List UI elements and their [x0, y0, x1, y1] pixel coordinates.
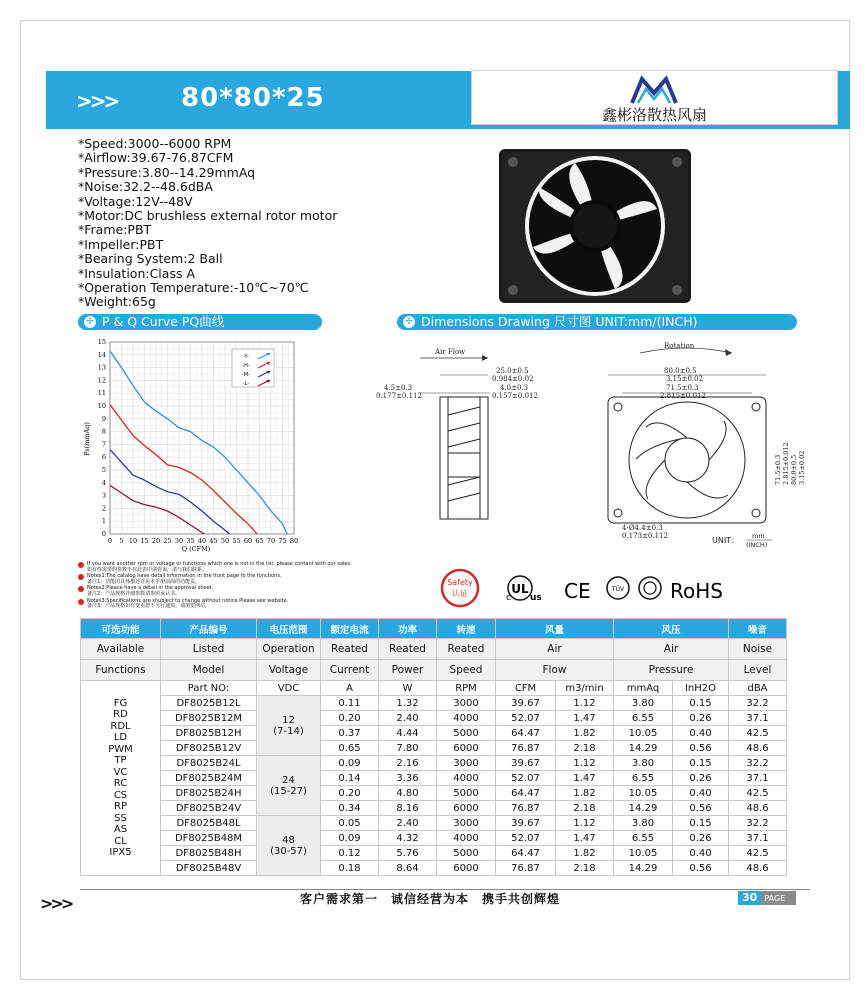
value-cell: 32.2	[729, 816, 787, 831]
x-tick-label: 60	[243, 537, 253, 545]
fan-photo	[497, 147, 693, 305]
front-dim-1: 80.0±0.5	[664, 367, 697, 375]
table-body	[81, 681, 787, 876]
value-cell: 0.56	[673, 741, 729, 756]
function-item: SS	[114, 812, 127, 824]
value-cell: 37.1	[729, 771, 787, 786]
note-bullet-icon	[78, 562, 84, 568]
airflow-label: Air Flow	[435, 348, 466, 356]
function-item: LD	[113, 732, 128, 743]
legend-label: -L-	[242, 381, 250, 387]
value-cell: 1.47	[556, 831, 614, 846]
svg-text:TÜV: TÜV	[611, 586, 625, 593]
spec-insulation: *Insulation:Class A	[78, 265, 195, 281]
value-cell: 0.14	[321, 771, 379, 786]
model-cell: DF8025B12H	[161, 726, 257, 741]
model-cell: DF8025B48M	[161, 831, 257, 846]
x-tick-label: 25	[163, 537, 172, 545]
value-cell: 1.82	[556, 786, 614, 801]
value-cell: 32.2	[729, 696, 787, 711]
value-cell: 1.47	[556, 771, 614, 786]
function-item: AS	[113, 824, 128, 835]
spec-list	[78, 137, 337, 310]
spec-temperature: *Operation Temperature:-10℃~70℃	[78, 280, 309, 296]
y-tick-label: 10	[97, 402, 106, 410]
table-row	[81, 846, 787, 861]
ce-logo: CE	[564, 579, 591, 603]
page-number-badge	[738, 891, 796, 905]
front-dim-2: 3.15±0.02	[666, 375, 704, 383]
unit-mm: mm	[752, 532, 765, 540]
model-cell: DF8025B12M	[161, 711, 257, 726]
x-tick-label: 65	[255, 537, 264, 545]
ul-logo-icon	[506, 576, 542, 603]
legend-label: -H-	[242, 363, 250, 369]
value-cell: 14.29	[614, 741, 673, 756]
safety-logo-icon	[442, 570, 478, 606]
value-cell: 0.15	[673, 696, 729, 711]
unit-cell: InH2O	[673, 681, 729, 696]
x-tick-label: 5	[119, 537, 124, 545]
y-tick-label: 7	[101, 440, 106, 449]
value-cell: 1.12	[556, 756, 614, 771]
y-axis-label: Ps(mmAq)	[83, 422, 91, 456]
value-cell: 0.26	[673, 711, 729, 726]
value-cell: 6.55	[614, 711, 673, 726]
legend-label: -Y-	[243, 354, 249, 360]
value-cell: 0.09	[321, 831, 379, 846]
front-side-dim-1: 71.5±0.3	[774, 454, 782, 485]
value-cell: 0.40	[673, 726, 729, 741]
value-cell: 6000	[437, 741, 496, 756]
value-cell: 1.12	[556, 816, 614, 831]
value-cell: 39.67	[496, 756, 556, 771]
x-tick-label: 80	[289, 537, 299, 545]
chevron-icon: >>>	[76, 89, 118, 113]
unit-cell: Part NO:	[161, 681, 257, 696]
y-tick-label: 1	[101, 517, 106, 526]
function-item: PWM	[108, 743, 133, 755]
fcc-tuv-logo-icon	[607, 577, 629, 599]
dimensions-header	[397, 314, 797, 330]
value-cell: 3.36	[379, 771, 437, 786]
y-tick-label: 2	[101, 504, 106, 513]
hole-dim-2: 0.173±0.112	[622, 532, 668, 540]
table-header-cn: 可选功能 产品编号 电压范围 额定电流 功率 转速 风量 风压 噪音	[81, 619, 787, 639]
value-cell: 2.18	[556, 741, 614, 756]
table-row	[81, 726, 787, 741]
value-cell: 4.32	[379, 831, 437, 846]
value-cell: 0.56	[673, 861, 729, 876]
model-cell: DF8025B48H	[161, 846, 257, 861]
function-item: CL	[114, 835, 127, 847]
value-cell: 0.26	[673, 771, 729, 786]
value-cell: 8.16	[379, 801, 437, 816]
pq-legend	[232, 349, 274, 387]
value-cell: 76.87	[496, 801, 556, 816]
svg-text:Safety: Safety	[447, 578, 473, 587]
model-cell: DF8025B48L	[161, 816, 257, 831]
value-cell: 14.29	[614, 801, 673, 816]
unit-cell: CFM	[496, 681, 556, 696]
value-cell: 0.18	[321, 861, 379, 876]
table-row	[81, 786, 787, 801]
unit-cell: m3/min	[556, 681, 614, 696]
spec-weight: *Weight:65g	[78, 294, 156, 310]
value-cell: 10.05	[614, 846, 673, 861]
value-cell: 32.2	[729, 756, 787, 771]
y-tick-label: 11	[97, 389, 106, 398]
value-cell: 3000	[437, 756, 496, 771]
y-tick-label: 3	[101, 491, 106, 500]
unit-inch: (INCH)	[746, 541, 768, 549]
dimensions-title: Dimensions Drawing 尺寸图 UNIT:mm/(INCH)	[421, 314, 698, 329]
value-cell: 39.67	[496, 816, 556, 831]
x-tick-label: 75	[278, 537, 287, 545]
y-tick-label: 13	[97, 363, 106, 372]
value-cell: 3.80	[614, 756, 673, 771]
value-cell: 0.65	[321, 741, 379, 756]
value-cell: 2.18	[556, 801, 614, 816]
hole-dim-1: 4-Ø4.4±0.3	[622, 524, 663, 532]
value-cell: 0.40	[673, 846, 729, 861]
value-cell: 64.47	[496, 726, 556, 741]
front-dim-3: 71.5±0.3	[666, 384, 699, 392]
voltage-value: 12	[282, 714, 295, 726]
model-cell: DF8025B24H	[161, 786, 257, 801]
brand-logo	[471, 70, 838, 125]
footer-chevron-icon: >>>	[40, 894, 72, 913]
value-cell: 4.44	[379, 726, 437, 741]
model-cell: DF8025B12V	[161, 741, 257, 756]
function-item: IPX5	[109, 847, 132, 858]
table-row	[81, 831, 787, 846]
table-row	[81, 756, 787, 771]
value-cell: 4.80	[379, 786, 437, 801]
table-units-row	[81, 681, 787, 696]
value-cell: 7.80	[379, 741, 437, 756]
note-2: Notes2:Pleace have a detail in the approval sheet. 备注2：产品规格详细参数请参照承认书。	[78, 586, 378, 597]
x-tick-label: 15	[140, 537, 149, 545]
value-cell: 6000	[437, 801, 496, 816]
note-bullet-icon	[78, 586, 84, 592]
value-cell: 48.6	[729, 801, 787, 816]
value-cell: 5000	[437, 846, 496, 861]
rotation-label: Rotation	[664, 342, 695, 350]
unit-cell: A	[321, 681, 379, 696]
value-cell: 3.80	[614, 816, 673, 831]
value-cell: 0.56	[673, 801, 729, 816]
function-item: CS	[113, 789, 128, 801]
x-tick-label: 0	[107, 537, 113, 545]
value-cell: 0.15	[673, 816, 729, 831]
function-item: VC	[113, 766, 128, 778]
unit-cell: mmAq	[614, 681, 673, 696]
value-cell: 6000	[437, 861, 496, 876]
y-tick-label: 9	[101, 414, 106, 423]
page-label: PAGE	[764, 894, 786, 903]
spec-bearing: *Bearing System:2 Ball	[78, 251, 223, 267]
function-item: RC	[113, 778, 128, 789]
value-cell: 48.6	[729, 741, 787, 756]
page-number: 30	[738, 891, 761, 905]
note-bullet-icon	[78, 574, 84, 580]
table-row	[81, 771, 787, 786]
value-cell: 52.07	[496, 711, 556, 726]
x-tick-label: 20	[151, 537, 161, 545]
notes	[78, 562, 378, 611]
side-dim-3: 4.0±0.3	[500, 384, 529, 392]
spec-speed: *Speed:3000--6000 RPM	[78, 136, 232, 151]
value-cell: 37.1	[729, 711, 787, 726]
value-cell: 0.40	[673, 786, 729, 801]
value-cell: 64.47	[496, 846, 556, 861]
pq-curve-title: P & Q Curve PQ曲线	[102, 314, 225, 329]
model-cell: DF8025B24V	[161, 801, 257, 816]
y-tick-label: 5	[101, 466, 106, 474]
fan-icon: ✢	[403, 316, 415, 328]
table-header-en-1: Available Listed Operation Reated Reated Reated Air Air Noise	[81, 639, 787, 660]
value-cell: 76.87	[496, 741, 556, 756]
table-row	[81, 696, 787, 711]
unit-cell: W	[379, 681, 437, 696]
footer-slogan: 客户需求第一 诚信经营为本 携手共创辉煌	[300, 892, 561, 906]
model-cell: DF8025B24L	[161, 756, 257, 771]
value-cell: 0.26	[673, 831, 729, 846]
value-cell: 5000	[437, 726, 496, 741]
csa-logo-icon	[639, 577, 661, 599]
value-cell: 52.07	[496, 831, 556, 846]
table-row	[81, 816, 787, 831]
x-tick-label: 55	[232, 537, 241, 545]
value-cell: 52.07	[496, 771, 556, 786]
available-functions-cell	[81, 681, 161, 876]
x-tick-label: 50	[220, 537, 230, 545]
spec-airflow: *Airflow:39.67-76.87CFM	[78, 150, 234, 166]
x-tick-label: 70	[266, 537, 276, 545]
spec-noise: *Noise:32.2--48.6dBA	[78, 179, 213, 195]
x-axis-label: Q (CFM)	[181, 545, 211, 553]
brand-logo-icon	[602, 73, 706, 107]
value-cell: 42.5	[729, 726, 787, 741]
legend-label: -M-	[242, 372, 250, 378]
table-row	[81, 741, 787, 756]
value-cell: 2.16	[379, 756, 437, 771]
value-cell: 1.12	[556, 696, 614, 711]
x-tick-label: 30	[174, 537, 184, 545]
value-cell: 0.20	[321, 786, 379, 801]
value-cell: 6.55	[614, 771, 673, 786]
value-cell: 8.64	[379, 861, 437, 876]
front-view	[608, 397, 766, 523]
value-cell: 3.80	[614, 696, 673, 711]
value-cell: 5000	[437, 786, 496, 801]
airflow-arrowhead	[482, 355, 488, 361]
value-cell: 76.87	[496, 861, 556, 876]
fan-icon: ✢	[84, 316, 96, 328]
certification-logos	[440, 568, 750, 612]
model-cell: DF8025B48V	[161, 861, 257, 876]
svg-text:us: us	[530, 593, 542, 603]
voltage-value: 24	[282, 774, 295, 786]
x-tick-label: 45	[209, 537, 218, 545]
value-cell: 64.47	[496, 786, 556, 801]
y-tick-label: 4	[101, 478, 106, 487]
value-cell: 2.40	[379, 711, 437, 726]
y-tick-label: 8	[101, 427, 106, 436]
voltage-range: (30-57)	[270, 845, 307, 857]
value-cell: 0.11	[321, 696, 379, 711]
value-cell: 1.82	[556, 846, 614, 861]
note-1: Notes1:The catalog have detail information in the front page fo the functions. 备注1：功能的具体描述详见本手册前面的功能页。	[78, 574, 378, 585]
value-cell: 42.5	[729, 846, 787, 861]
y-tick-label: 6	[101, 453, 106, 462]
unit-cell: RPM	[437, 681, 496, 696]
side-dim-5: 4.5±0.3	[384, 384, 413, 392]
spec-voltage: *Voltage:12V--48V	[78, 193, 193, 209]
y-tick-label: 0	[101, 530, 106, 538]
spec-frame: *Frame:PBT	[78, 222, 152, 238]
front-side-dim-3: 80.0±0.5	[790, 454, 798, 485]
side-dim-2: 0.984±0.02	[492, 375, 534, 383]
value-cell: 0.12	[321, 846, 379, 861]
value-cell: 0.37	[321, 726, 379, 741]
value-cell: 2.18	[556, 861, 614, 876]
value-cell: 4000	[437, 711, 496, 726]
value-cell: 0.20	[321, 711, 379, 726]
value-cell: 0.05	[321, 816, 379, 831]
table-row	[81, 861, 787, 876]
voltage-value: 48	[282, 834, 295, 846]
rohs-logo: RoHS	[670, 579, 723, 603]
function-item: RP	[114, 801, 127, 812]
value-cell: 0.09	[321, 756, 379, 771]
value-cell: 10.05	[614, 786, 673, 801]
svg-text:认证: 认证	[452, 589, 468, 598]
front-side-dim-2: 2.815±0.012	[782, 442, 790, 485]
voltage-group-cell	[257, 756, 321, 816]
voltage-range: (15-27)	[270, 785, 307, 797]
spec-pressure: *Pressure:3.80--14.29mmAq	[78, 164, 256, 180]
x-tick-label: 40	[197, 537, 207, 545]
value-cell: 2.40	[379, 816, 437, 831]
unit-label: UNIT：	[712, 536, 740, 545]
value-cell: 5.76	[379, 846, 437, 861]
table-header-en-2: Functions Model Voltage Current Power Speed Flow Pressure Level	[81, 660, 787, 681]
y-tick-label: 15	[97, 338, 106, 346]
page-title: 80*80*25	[181, 83, 325, 113]
value-cell: 4000	[437, 771, 496, 786]
function-item: RD	[113, 709, 128, 720]
y-tick-label: 14	[97, 350, 106, 359]
value-cell: 3000	[437, 816, 496, 831]
model-cell: DF8025B24M	[161, 771, 257, 786]
svg-text:UL: UL	[511, 582, 529, 596]
voltage-group-cell	[257, 696, 321, 756]
voltage-group-cell	[257, 816, 321, 876]
spec-motor: *Motor:DC brushless external rotor motor	[78, 208, 338, 224]
pq-curve-header	[78, 314, 322, 330]
value-cell: 10.05	[614, 726, 673, 741]
front-side-dim-4: 3.15±0.02	[798, 450, 806, 485]
spec-impeller: *Impeller:PBT	[78, 236, 164, 252]
function-item: TP	[114, 755, 127, 766]
unit-cell: VDC	[257, 681, 321, 696]
value-cell: 14.29	[614, 861, 673, 876]
function-item: RDL	[110, 720, 131, 732]
value-cell: 6.55	[614, 831, 673, 846]
dimensions-drawing	[340, 335, 810, 557]
svg-text:c: c	[506, 593, 511, 603]
value-cell: 1.47	[556, 711, 614, 726]
value-cell: 3000	[437, 696, 496, 711]
value-cell: 1.32	[379, 696, 437, 711]
note-bullet-icon	[78, 599, 84, 605]
value-cell: 0.34	[321, 801, 379, 816]
side-dim-4: 0.157±0.012	[492, 392, 538, 400]
x-tick-label: 10	[128, 537, 138, 545]
function-item: FG	[113, 697, 128, 709]
value-cell: 42.5	[729, 786, 787, 801]
front-dim-4: 2.815±0.012	[660, 392, 706, 400]
side-dim-6: 0.177±0.112	[376, 392, 422, 400]
y-tick-label: 12	[97, 376, 106, 385]
side-view	[440, 397, 488, 519]
model-cell: DF8025B12L	[161, 696, 257, 711]
brand-name: 鑫彬洛散热风扇	[601, 106, 707, 124]
value-cell: 39.67	[496, 696, 556, 711]
note-0: If you want another rpm or voltage or functions which one is not in the list, please contant with our sales. 如有你需要的参数不在此表中请咨询，请与我们联系。	[78, 562, 378, 573]
table-row	[81, 711, 787, 726]
value-cell: 48.6	[729, 861, 787, 876]
note-3: Notes3:Specifications are shubject to change without notice.Please see website. 备注3：产品规格如有变更恕不另行通知，请浏览网站。	[78, 599, 378, 610]
spec-table	[80, 618, 787, 876]
pq-chart	[80, 334, 310, 556]
value-cell: 37.1	[729, 831, 787, 846]
value-cell: 0.15	[673, 756, 729, 771]
unit-cell: dBA	[729, 681, 787, 696]
value-cell: 1.82	[556, 726, 614, 741]
side-dim-1: 25.0±0.5	[496, 367, 529, 375]
x-tick-label: 35	[186, 537, 195, 545]
table-row	[81, 801, 787, 816]
voltage-range: (7-14)	[273, 725, 304, 737]
value-cell: 4000	[437, 831, 496, 846]
